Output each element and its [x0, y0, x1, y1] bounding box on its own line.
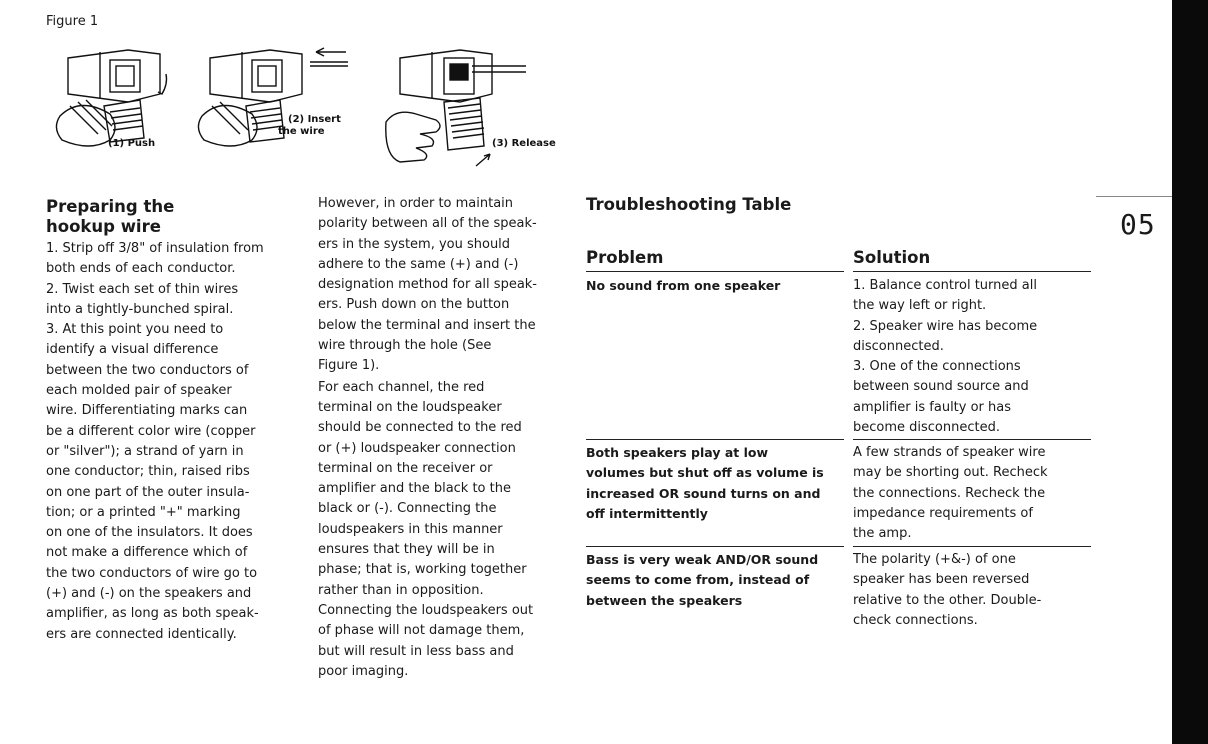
column-polarity: [318, 194, 568, 682]
text-line: between the speakers: [586, 592, 743, 608]
text-line: (+) and (-) on the speakers and: [46, 586, 252, 602]
text-line: Bass is very weak AND/OR sound: [586, 552, 819, 567]
text-line: be a different color wire (copper: [46, 423, 256, 439]
text-line: become disconnected.: [853, 420, 1000, 436]
table-row-3-problem: [586, 550, 846, 611]
text-line: 3. One of the connections: [853, 359, 1021, 375]
text-line: or (+) loudspeaker connection: [318, 440, 516, 456]
text-line: should be connected to the red: [318, 420, 522, 436]
table-row-1-problem: [586, 276, 846, 296]
section-heading: [46, 197, 296, 237]
text-line: the two conductors of wire go to: [46, 565, 258, 581]
text-line: volumes but shut off as volume is: [586, 465, 824, 481]
row-rule: [853, 439, 1091, 440]
terminal-push-illustration: [56, 50, 166, 146]
text-line: disconnected.: [853, 338, 944, 354]
text-line: designation method for all speak-: [318, 277, 538, 293]
text-line: ers in the system, you should: [318, 236, 511, 252]
row-rule: [586, 546, 844, 547]
text-line: A few strands of speaker wire: [853, 445, 1046, 460]
table-row-2-problem: [586, 443, 846, 524]
text-line: check connections.: [853, 612, 978, 628]
text-line: amplifier, as long as both speak-: [46, 606, 259, 622]
terminal-insert-illustration: [198, 48, 348, 146]
text-line: the way left or right.: [853, 298, 987, 314]
text-line: between the two conductors of: [46, 362, 249, 378]
text-line: seems to come from, instead of: [586, 572, 810, 588]
text-line: loudspeakers in this manner: [318, 521, 503, 537]
heading-line-2: hookup wire: [46, 217, 161, 236]
figure-label: Figure 1: [46, 14, 99, 29]
text-line: amplifier is faulty or has: [853, 399, 1012, 415]
text-line: increased OR sound turns on and: [586, 485, 821, 501]
text-line: ensures that they will be in: [318, 542, 495, 558]
caption-release: (3) Release: [492, 138, 556, 149]
text-line: on one part of the outer insula-: [46, 484, 250, 500]
header-rule-problem: [586, 271, 844, 272]
body-text: [46, 239, 296, 645]
text-line: relative to the other. Double-: [853, 592, 1042, 608]
text-line: 3. At this point you need to: [46, 322, 224, 338]
page-number: 05: [1120, 208, 1156, 241]
text-line: or "silver"); a strand of yarn in: [46, 443, 244, 459]
table-row-2-solution: [853, 443, 1093, 544]
text-line: 1. Balance control turned all: [853, 278, 1037, 293]
text-line: Connecting the loudspeakers out: [318, 602, 534, 618]
text-line: the amp.: [853, 526, 912, 542]
text-line: rather than in opposition.: [318, 582, 484, 598]
text-line: 2. Twist each set of thin wires: [46, 281, 239, 297]
text-line: both ends of each conductor.: [46, 261, 236, 277]
text-line: but will result in less bass and: [318, 643, 514, 659]
text-line: polarity between all of the speak-: [318, 216, 537, 232]
text-line: identify a visual difference: [46, 342, 219, 358]
text-line: Both speakers play at low: [586, 445, 769, 460]
heading-line-1: Preparing the: [46, 197, 175, 216]
caption-insert-line2: the wire: [278, 126, 325, 137]
text-line: black or (-). Connecting the: [318, 501, 497, 517]
table-row-3-solution: [853, 550, 1093, 631]
text-line: off intermittently: [586, 505, 708, 521]
text-line: For each channel, the red: [318, 379, 485, 395]
text-line: poor imaging.: [318, 663, 409, 679]
text-line: one conductor; thin, raised ribs: [46, 464, 250, 480]
wiring-figure: [40, 36, 580, 186]
text-line: phase; that is, working together: [318, 562, 527, 578]
text-line: may be shorting out. Recheck: [853, 465, 1048, 481]
caption-insert-line1: (2) Insert: [288, 114, 341, 125]
header-solution: Solution: [853, 248, 931, 267]
text-line: However, in order to maintain: [318, 196, 514, 211]
text-line: terminal on the receiver or: [318, 460, 493, 476]
text-line: Figure 1).: [318, 358, 380, 374]
text-line: amplifier and the black to the: [318, 481, 511, 497]
header-problem: Problem: [586, 248, 664, 267]
text-line: between sound source and: [853, 379, 1029, 395]
text-line: No sound from one speaker: [586, 278, 781, 293]
text-line: tion; or a printed "+" marking: [46, 504, 241, 520]
table-row-1-solution: [853, 276, 1093, 438]
text-line: ers are connected identically.: [46, 626, 237, 642]
text-line: impedance requirements of: [853, 505, 1033, 521]
text-line: wire through the hole (See: [318, 338, 492, 354]
text-line: terminal on the loudspeaker: [318, 399, 502, 415]
text-line: each molded pair of speaker: [46, 383, 232, 399]
table-title: Troubleshooting Table: [586, 195, 792, 214]
text-line: the connections. Recheck the: [853, 485, 1046, 501]
body-text: [318, 194, 568, 682]
text-line: The polarity (+&-) of one: [853, 552, 1016, 567]
text-line: of phase will not damage them,: [318, 623, 525, 639]
row-rule: [586, 439, 844, 440]
text-line: wire. Differentiating marks can: [46, 403, 248, 419]
text-line: ers. Push down on the button: [318, 297, 510, 313]
column-preparing-wire: [46, 197, 296, 645]
text-line: 2. Speaker wire has become: [853, 318, 1038, 334]
text-line: below the terminal and insert the: [318, 317, 536, 333]
text-line: speaker has been reversed: [853, 572, 1030, 588]
text-line: not make a difference which of: [46, 545, 248, 561]
page-edge-bar: [1172, 0, 1208, 744]
caption-push: (1) Push: [108, 138, 156, 149]
row-rule: [853, 546, 1091, 547]
text-line: into a tightly-bunched spiral.: [46, 301, 234, 317]
text-line: on one of the insulators. It does: [46, 525, 253, 541]
text-line: 1. Strip off 3/8" of insulation from: [46, 241, 264, 256]
header-rule-solution: [853, 271, 1091, 272]
page-tab-rule: [1096, 196, 1172, 197]
text-line: adhere to the same (+) and (-): [318, 256, 519, 272]
